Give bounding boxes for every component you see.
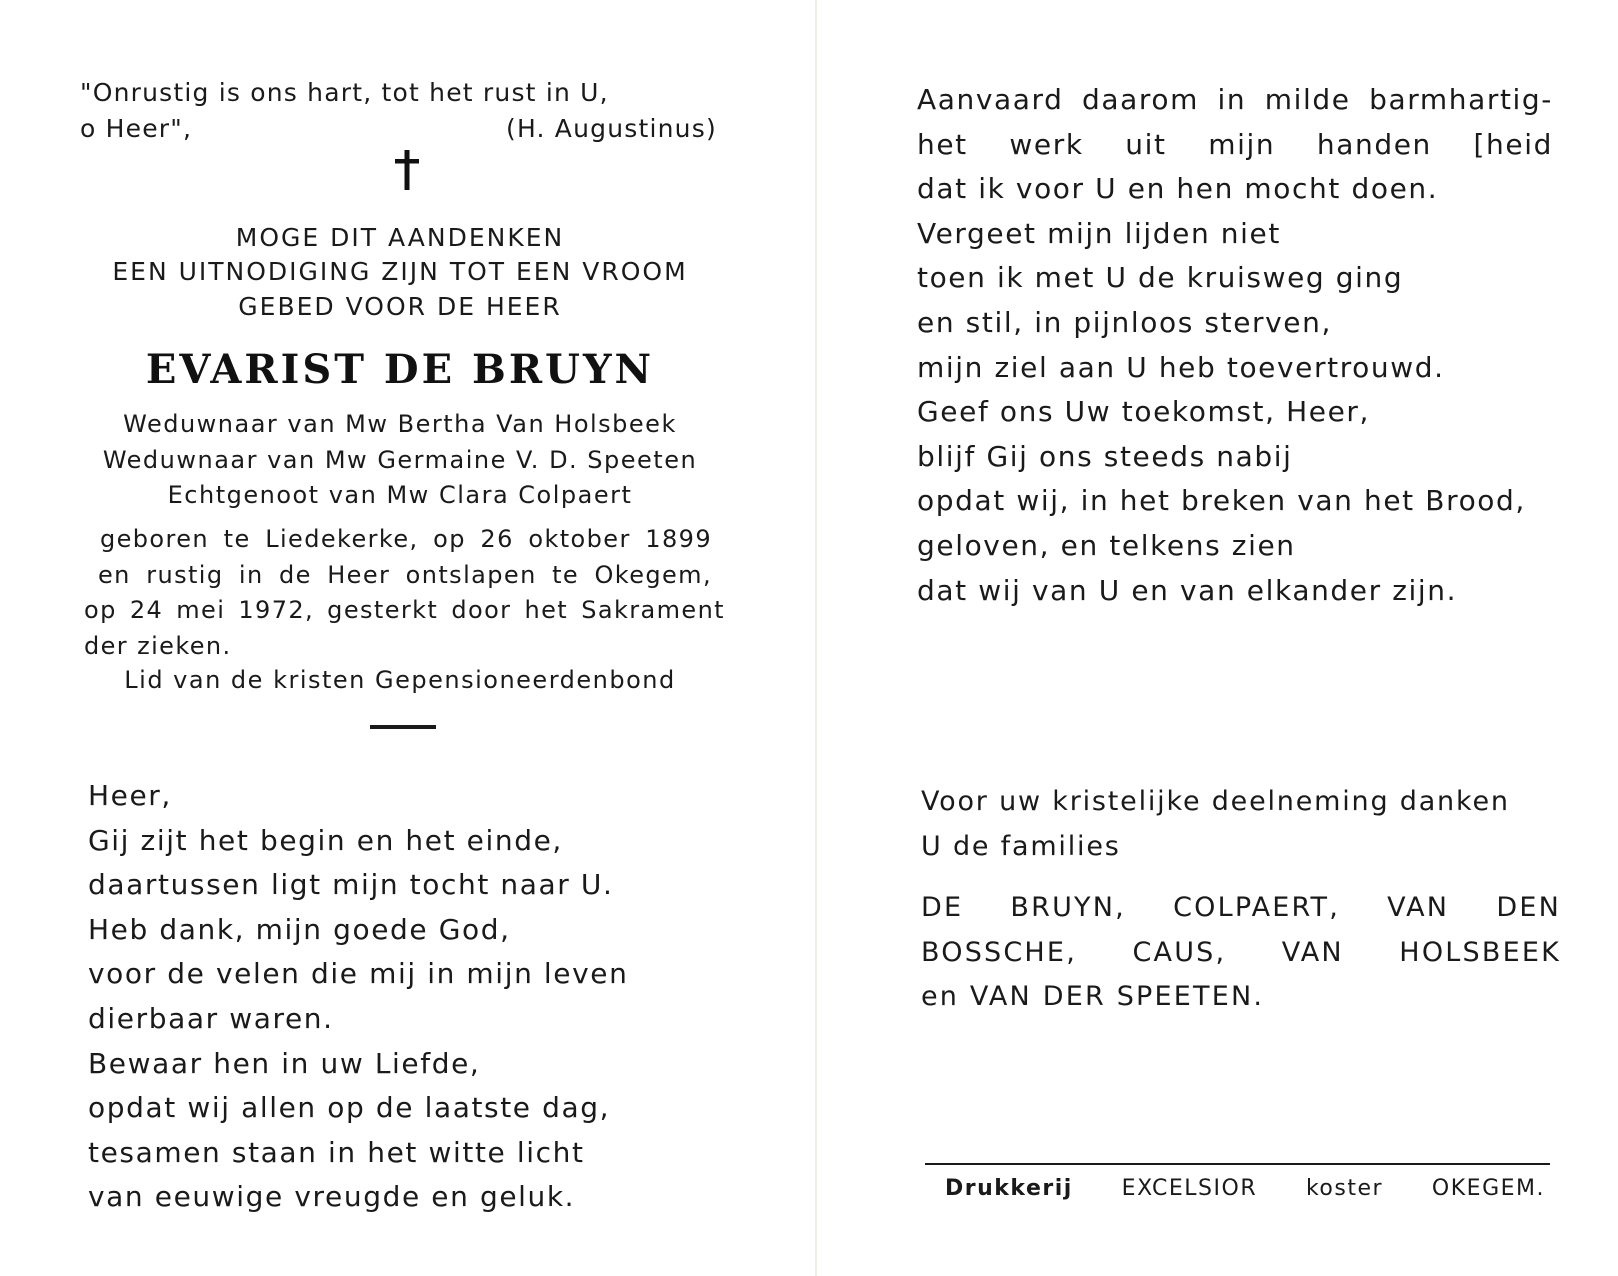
thanks-line-2: U de families xyxy=(921,831,1121,862)
bio-line-3: op 24 mei 1972, gesterkt door het Sakrament xyxy=(84,596,725,624)
prayer-left-line: Heb dank, mijn goede God, xyxy=(88,912,511,946)
prayer-right-line: dat ik voor U en hen mocht doen. xyxy=(917,172,1439,206)
prayer-left-line: daartussen ligt mijn tocht naar U. xyxy=(88,868,614,902)
prayer-left xyxy=(88,774,628,1220)
relation-line-2: Weduwnaar van Mw Germaine V. D. Speeten xyxy=(102,446,698,474)
prayer-right-line: Aanvaard daarom in milde barmhartig- xyxy=(917,83,1553,116)
printer-rule xyxy=(925,1163,1550,1165)
section-divider xyxy=(370,725,436,729)
prayer-right-line: toen ik met U de kruisweg ging xyxy=(917,261,1404,295)
printer-name: EXCELSIOR koster OKEGEM. xyxy=(1121,1176,1545,1201)
prayer-right-line: Geef ons Uw toekomst, Heer, xyxy=(917,395,1371,429)
families-line-3: en VAN DER SPEETEN. xyxy=(921,981,1265,1012)
bio-line-2: en rustig in de Heer ontslapen te Okegem, xyxy=(98,561,712,589)
card-fold xyxy=(815,0,817,1276)
prayer-left-line: Gij zijt het begin en het einde, xyxy=(88,823,563,857)
bio-line-1: geboren te Liedekerke, op 26 oktober 1899 xyxy=(100,525,712,553)
intro-line-1: MOGE DIT AANDENKEN xyxy=(235,223,565,252)
prayer-right-line: het werk uit mijn handen [heid xyxy=(917,127,1553,161)
intro-line-2: EEN UITNODIGING ZIJN TOT EEN VROOM xyxy=(112,257,688,286)
prayer-right-line: Vergeet mijn lijden niet xyxy=(917,216,1281,250)
printer-credit xyxy=(945,1176,1545,1201)
prayer-right-line: en stil, in pijnloos sterven, xyxy=(917,305,1332,339)
prayer-right xyxy=(917,78,1553,613)
thanks-line-1: Voor uw kristelijke deelneming danken xyxy=(921,786,1510,817)
families-line-2: BOSSCHE, CAUS, VAN HOLSBEEK xyxy=(921,937,1561,968)
relation-line-1: Weduwnaar van Mw Bertha Van Holsbeek xyxy=(123,410,677,438)
prayer-left-line: van eeuwige vreugde en geluk. xyxy=(88,1180,576,1214)
families-line-1: DE BRUYN, COLPAERT, VAN DEN xyxy=(921,892,1561,923)
prayer-left-line: Heer, xyxy=(88,779,172,812)
prayer-left-line: dierbaar waren. xyxy=(88,1001,334,1035)
intro-line-3: GEBED VOOR DE HEER xyxy=(238,292,562,321)
prayer-left-line: voor de velen die mij in mijn leven xyxy=(88,957,629,991)
augustine-quote-line2: o Heer", xyxy=(80,114,193,143)
deceased-name: EVARIST DE BRUYN xyxy=(145,346,655,393)
bio-line-4: der zieken. xyxy=(84,632,232,660)
prayer-left-line: Bewaar hen in uw Liefde, xyxy=(88,1046,481,1080)
prayer-left-line: tesamen staan in het witte licht xyxy=(88,1135,585,1169)
prayer-left-line: opdat wij allen op de laatste dag, xyxy=(88,1091,611,1125)
printer-label: Drukkerij xyxy=(945,1176,1073,1201)
prayer-right-line: dat wij van U en van elkander zijn. xyxy=(917,573,1458,607)
quote-attribution: (H. Augustinus) xyxy=(506,114,717,143)
latin-cross-icon xyxy=(390,148,424,192)
prayer-right-line: mijn ziel aan U heb toevertrouwd. xyxy=(917,350,1445,384)
prayer-right-line: geloven, en telkens zien xyxy=(917,528,1296,562)
prayer-right-line: opdat wij, in het breken van het Brood, xyxy=(917,484,1526,518)
prayer-right-line: blijf Gij ons steeds nabij xyxy=(917,439,1293,473)
relation-line-3: Echtgenoot van Mw Clara Colpaert xyxy=(167,481,633,509)
augustine-quote-line1: "Onrustig is ons hart, tot het rust in U, xyxy=(80,78,609,107)
membership: Lid van de kristen Gepensioneerdenbond xyxy=(124,666,676,694)
